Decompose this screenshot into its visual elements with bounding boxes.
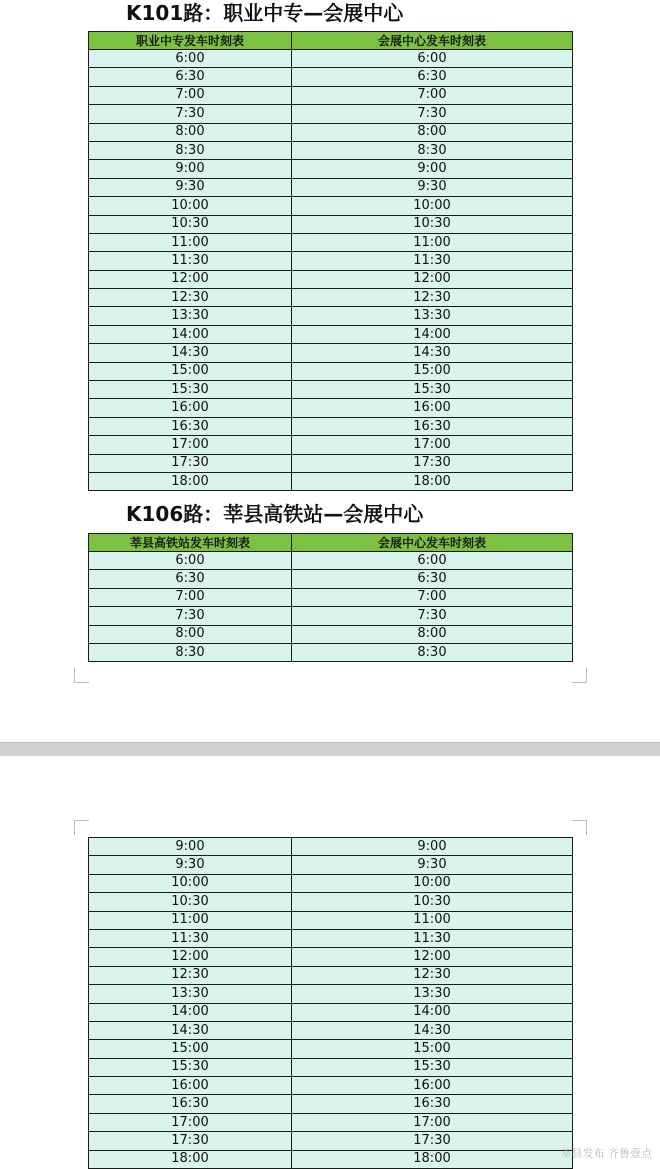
k101-col1-header: 职业中专发车时刻表 xyxy=(89,32,292,50)
departure-time-cell: 7:30 xyxy=(89,105,292,123)
return-time-cell: 14:30 xyxy=(292,344,573,362)
table-row xyxy=(89,893,573,911)
return-time-cell: 10:00 xyxy=(292,874,573,892)
return-time-cell: 11:00 xyxy=(292,233,573,251)
return-time-cell: 18:00 xyxy=(292,1150,573,1168)
table-row xyxy=(89,289,573,307)
departure-time-cell: 15:00 xyxy=(89,362,292,380)
departure-time-cell: 10:00 xyxy=(89,197,292,215)
table-row xyxy=(89,1003,573,1021)
departure-time-cell: 14:30 xyxy=(89,1021,292,1039)
return-time-cell: 18:00 xyxy=(292,472,573,490)
departure-time-cell: 6:30 xyxy=(89,68,292,86)
table-row xyxy=(89,160,573,178)
table-row xyxy=(89,856,573,874)
page-margin-mark xyxy=(572,820,587,835)
departure-time-cell: 17:00 xyxy=(89,436,292,454)
table-row xyxy=(89,454,573,472)
departure-time-cell: 16:30 xyxy=(89,1095,292,1113)
k106-col1-header: 莘县高铁站发车时刻表 xyxy=(89,534,292,552)
return-time-cell: 14:30 xyxy=(292,1021,573,1039)
table-row xyxy=(89,344,573,362)
departure-time-cell: 11:30 xyxy=(89,252,292,270)
table-row xyxy=(89,570,573,588)
table-row xyxy=(89,985,573,1003)
departure-time-cell: 8:00 xyxy=(89,625,292,643)
table-row xyxy=(89,1021,573,1039)
return-time-cell: 6:00 xyxy=(292,50,573,68)
departure-time-cell: 12:00 xyxy=(89,270,292,288)
return-time-cell: 15:00 xyxy=(292,1040,573,1058)
departure-time-cell: 16:00 xyxy=(89,399,292,417)
table-row xyxy=(89,1113,573,1131)
departure-time-cell: 13:30 xyxy=(89,307,292,325)
table-row xyxy=(89,1095,573,1113)
table-row xyxy=(89,68,573,86)
table-row xyxy=(89,197,573,215)
return-time-cell: 17:30 xyxy=(292,454,573,472)
departure-time-cell: 14:00 xyxy=(89,325,292,343)
return-time-cell: 13:30 xyxy=(292,307,573,325)
return-time-cell: 9:00 xyxy=(292,160,573,178)
table-row xyxy=(89,948,573,966)
departure-time-cell: 6:00 xyxy=(89,50,292,68)
table-row xyxy=(89,270,573,288)
departure-time-cell: 12:30 xyxy=(89,289,292,307)
return-time-cell: 12:00 xyxy=(292,948,573,966)
table-row xyxy=(89,105,573,123)
departure-time-cell: 15:30 xyxy=(89,1058,292,1076)
return-time-cell: 8:30 xyxy=(292,141,573,159)
return-time-cell: 9:30 xyxy=(292,856,573,874)
k101-route-title: K101路：职业中专—会展中心 xyxy=(126,1,404,25)
departure-time-cell: 16:00 xyxy=(89,1077,292,1095)
return-time-cell: 7:30 xyxy=(292,607,573,625)
return-time-cell: 17:00 xyxy=(292,436,573,454)
return-time-cell: 9:30 xyxy=(292,178,573,196)
k101-timetable xyxy=(88,31,573,491)
departure-time-cell: 11:30 xyxy=(89,929,292,947)
document-page-2 xyxy=(0,756,660,1167)
table-row xyxy=(89,1077,573,1095)
return-time-cell: 7:00 xyxy=(292,588,573,606)
departure-time-cell: 15:00 xyxy=(89,1040,292,1058)
table-row xyxy=(89,252,573,270)
departure-time-cell: 6:00 xyxy=(89,552,292,570)
table-row xyxy=(89,929,573,947)
table-row xyxy=(89,325,573,343)
page-margin-mark xyxy=(572,668,587,683)
departure-time-cell: 11:00 xyxy=(89,911,292,929)
return-time-cell: 11:30 xyxy=(292,252,573,270)
departure-time-cell: 10:30 xyxy=(89,215,292,233)
departure-time-cell: 7:00 xyxy=(89,86,292,104)
departure-time-cell: 11:00 xyxy=(89,233,292,251)
departure-time-cell: 7:30 xyxy=(89,607,292,625)
table-row xyxy=(89,588,573,606)
departure-time-cell: 12:00 xyxy=(89,948,292,966)
departure-time-cell: 18:00 xyxy=(89,1150,292,1168)
departure-time-cell: 8:30 xyxy=(89,141,292,159)
return-time-cell: 10:30 xyxy=(292,215,573,233)
departure-time-cell: 9:00 xyxy=(89,838,292,856)
table-row xyxy=(89,307,573,325)
table-row xyxy=(89,625,573,643)
table-row xyxy=(89,381,573,399)
return-time-cell: 12:30 xyxy=(292,966,573,984)
page-margin-mark xyxy=(74,668,89,683)
k106-timetable-part2 xyxy=(88,837,573,1169)
return-time-cell: 7:30 xyxy=(292,105,573,123)
table-row xyxy=(89,911,573,929)
return-time-cell: 13:30 xyxy=(292,985,573,1003)
return-time-cell: 12:30 xyxy=(292,289,573,307)
return-time-cell: 15:30 xyxy=(292,1058,573,1076)
return-time-cell: 17:30 xyxy=(292,1132,573,1150)
table-row xyxy=(89,86,573,104)
table-row xyxy=(89,1058,573,1076)
table-row xyxy=(89,50,573,68)
table-row xyxy=(89,141,573,159)
departure-time-cell: 9:30 xyxy=(89,856,292,874)
return-time-cell: 16:00 xyxy=(292,1077,573,1095)
departure-time-cell: 17:30 xyxy=(89,454,292,472)
k106-col2-header: 会展中心发车时刻表 xyxy=(292,534,573,552)
k106-timetable-part1 xyxy=(88,533,573,662)
return-time-cell: 14:00 xyxy=(292,325,573,343)
table-row xyxy=(89,1132,573,1150)
return-time-cell: 16:30 xyxy=(292,417,573,435)
k106-route-title: K106路：莘县高铁站—会展中心 xyxy=(126,502,424,526)
departure-time-cell: 15:30 xyxy=(89,381,292,399)
table-row xyxy=(89,417,573,435)
table-row xyxy=(89,607,573,625)
departure-time-cell: 12:30 xyxy=(89,966,292,984)
table-header-row xyxy=(89,534,573,552)
return-time-cell: 17:00 xyxy=(292,1113,573,1131)
table-row xyxy=(89,552,573,570)
departure-time-cell: 8:30 xyxy=(89,643,292,661)
departure-time-cell: 10:30 xyxy=(89,893,292,911)
return-time-cell: 16:30 xyxy=(292,1095,573,1113)
return-time-cell: 16:00 xyxy=(292,399,573,417)
table-row xyxy=(89,362,573,380)
return-time-cell: 15:00 xyxy=(292,362,573,380)
table-row xyxy=(89,215,573,233)
return-time-cell: 6:00 xyxy=(292,552,573,570)
table-row xyxy=(89,966,573,984)
table-row xyxy=(89,233,573,251)
return-time-cell: 8:30 xyxy=(292,643,573,661)
departure-time-cell: 18:00 xyxy=(89,472,292,490)
return-time-cell: 11:30 xyxy=(292,929,573,947)
departure-time-cell: 10:00 xyxy=(89,874,292,892)
return-time-cell: 10:30 xyxy=(292,893,573,911)
return-time-cell: 8:00 xyxy=(292,123,573,141)
departure-time-cell: 6:30 xyxy=(89,570,292,588)
departure-time-cell: 14:00 xyxy=(89,1003,292,1021)
table-row xyxy=(89,874,573,892)
departure-time-cell: 13:30 xyxy=(89,985,292,1003)
table-row xyxy=(89,472,573,490)
table-row xyxy=(89,1150,573,1168)
table-row xyxy=(89,838,573,856)
k101-col2-header: 会展中心发车时刻表 xyxy=(292,32,573,50)
departure-time-cell: 16:30 xyxy=(89,417,292,435)
return-time-cell: 6:30 xyxy=(292,68,573,86)
watermark: 莘县发布 齐鲁壹点 xyxy=(560,1147,652,1160)
departure-time-cell: 9:30 xyxy=(89,178,292,196)
return-time-cell: 6:30 xyxy=(292,570,573,588)
return-time-cell: 12:00 xyxy=(292,270,573,288)
departure-time-cell: 8:00 xyxy=(89,123,292,141)
return-time-cell: 7:00 xyxy=(292,86,573,104)
return-time-cell: 9:00 xyxy=(292,838,573,856)
departure-time-cell: 14:30 xyxy=(89,344,292,362)
return-time-cell: 8:00 xyxy=(292,625,573,643)
table-row xyxy=(89,436,573,454)
table-header-row xyxy=(89,32,573,50)
return-time-cell: 10:00 xyxy=(292,197,573,215)
table-row xyxy=(89,178,573,196)
table-row xyxy=(89,643,573,661)
departure-time-cell: 7:00 xyxy=(89,588,292,606)
page-margin-mark xyxy=(74,820,89,835)
departure-time-cell: 9:00 xyxy=(89,160,292,178)
return-time-cell: 15:30 xyxy=(292,381,573,399)
return-time-cell: 11:00 xyxy=(292,911,573,929)
return-time-cell: 14:00 xyxy=(292,1003,573,1021)
table-row xyxy=(89,399,573,417)
departure-time-cell: 17:30 xyxy=(89,1132,292,1150)
table-row xyxy=(89,123,573,141)
table-row xyxy=(89,1040,573,1058)
departure-time-cell: 17:00 xyxy=(89,1113,292,1131)
